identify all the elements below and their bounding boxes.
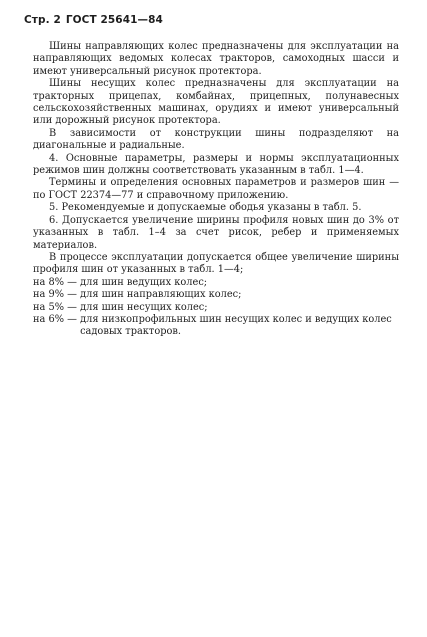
list-item-text: для шин ведущих колес; bbox=[80, 276, 208, 288]
list-item-text: для низкопрофильных шин несущих колес и ведущих колес садовых тракторов. bbox=[80, 313, 392, 338]
list-item bbox=[33, 314, 399, 339]
paragraph: В процессе эксплуатации допускается общее увеличение ширины профиля шин от указанных в табл. 1—4; bbox=[33, 251, 399, 276]
paragraph: 6. Допускается увеличение ширины профиля новых шин до 3% от указанных в табл. 1–4 за счет рисок, ребер и применяемых материалов. bbox=[33, 214, 399, 251]
list-item-text: для шин направляющих колес; bbox=[80, 289, 242, 301]
page-header bbox=[24, 14, 163, 26]
paragraph: Шины несущих колес предназначены для эксплуатации на тракторных прицепах, комбайнах, прицепных, полунавесных сельскохозяйственных машинах, орудиях и имеют универсальный или дорожный рисунок протектора. bbox=[33, 78, 399, 127]
paragraph: В зависимости от конструкции шины подразделяют на диагональные и радиальные. bbox=[33, 127, 399, 152]
paragraph: 4. Основные параметры, размеры и нормы эксплуатационных режимов шин должны соответствовать указанным в табл. 1—4. bbox=[33, 152, 399, 177]
list-item bbox=[33, 277, 399, 289]
list-item-lead: на 5% — bbox=[33, 301, 81, 313]
list-item-text: для шин несущих колес; bbox=[80, 301, 208, 313]
list-item-lead: на 6% — bbox=[33, 313, 81, 325]
paragraph: 5. Рекомендуемые и допускаемые ободья указаны в табл. 5. bbox=[49, 202, 362, 214]
paragraph: Термины и определения основных параметров и размеров шин — по ГОСТ 22374—77 и справочному приложению. bbox=[33, 177, 399, 201]
standard-code: ГОСТ 25641—84 bbox=[65, 14, 163, 26]
document-body bbox=[33, 41, 399, 339]
page-number: Стр. 2 bbox=[24, 14, 61, 26]
list-item bbox=[33, 289, 399, 301]
list-item-lead: на 9% — bbox=[33, 289, 81, 301]
paragraph: Шины направляющих колес предназначены для эксплуатации на направляющих ведомых колесах тракторов, самоходных шасси и имеют универсальный рисунок протектора. bbox=[33, 41, 399, 77]
tolerance-list bbox=[33, 277, 399, 339]
list-item bbox=[33, 302, 399, 314]
list-item-lead: на 8% — bbox=[33, 276, 81, 288]
